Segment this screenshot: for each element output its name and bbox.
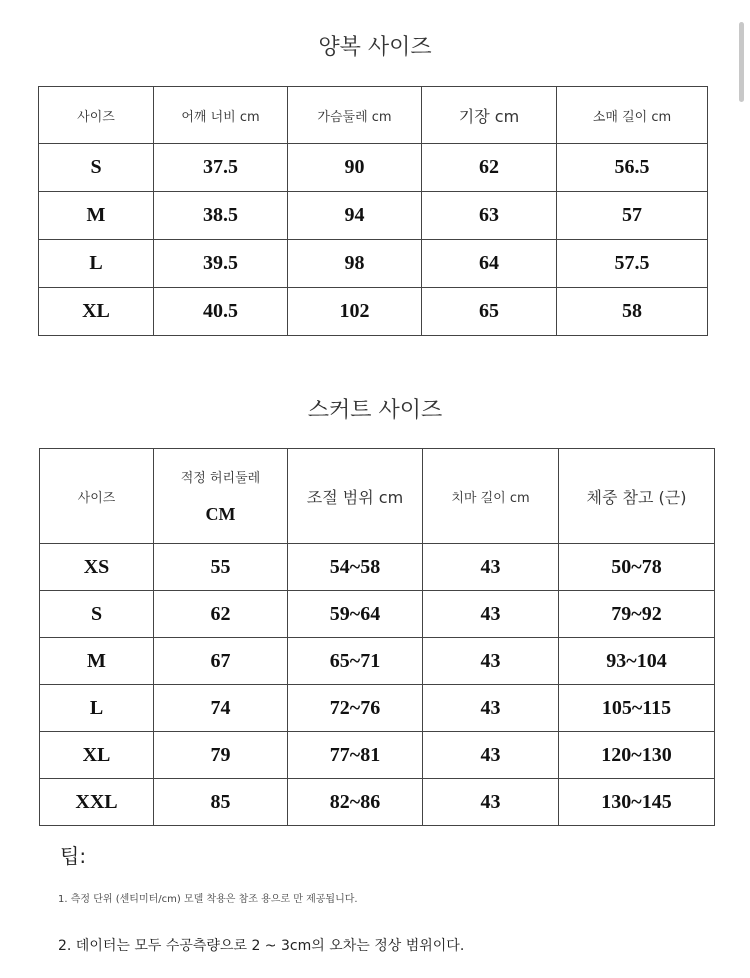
header-skirt-length: 치마 길이 cm — [423, 449, 559, 544]
table-row — [39, 192, 708, 240]
shoulder-cell: 39.5 — [154, 240, 288, 288]
table-header-row — [39, 87, 708, 144]
size-cell: XXL — [40, 779, 154, 826]
waist-cell: 79 — [154, 732, 288, 779]
header-weight-reference: 체중 참고 (근) — [559, 449, 715, 544]
shoulder-cell: 40.5 — [154, 288, 288, 336]
table-row — [39, 288, 708, 336]
header-waist-unit: CM — [205, 504, 236, 524]
range-cell: 65~71 — [288, 638, 423, 685]
header-size: 사이즈 — [39, 87, 154, 144]
header-sleeve-length: 소매 길이 cm — [557, 87, 708, 144]
sleeve-cell: 57 — [557, 192, 708, 240]
sleeve-cell: 57.5 — [557, 240, 708, 288]
header-length: 기장 cm — [422, 87, 557, 144]
table-row — [40, 779, 715, 826]
tips-title: 팁: — [60, 844, 87, 868]
table-row — [40, 638, 715, 685]
length-cell: 62 — [422, 144, 557, 192]
waist-cell: 67 — [154, 638, 288, 685]
skirt-size-title: 스커트 사이즈 — [307, 398, 443, 423]
header-size: 사이즈 — [40, 449, 154, 544]
table-row — [40, 732, 715, 779]
length-cell: 43 — [423, 779, 559, 826]
table-row — [40, 591, 715, 638]
chest-cell: 102 — [288, 288, 422, 336]
table-row — [39, 240, 708, 288]
length-cell: 65 — [422, 288, 557, 336]
length-cell: 43 — [423, 544, 559, 591]
table-row — [40, 685, 715, 732]
waist-cell: 85 — [154, 779, 288, 826]
shoulder-cell: 37.5 — [154, 144, 288, 192]
size-cell: XL — [40, 732, 154, 779]
shoulder-cell: 38.5 — [154, 192, 288, 240]
weight-cell: 105~115 — [559, 685, 715, 732]
length-cell: 43 — [423, 685, 559, 732]
chest-cell: 98 — [288, 240, 422, 288]
weight-cell: 50~78 — [559, 544, 715, 591]
weight-cell: 130~145 — [559, 779, 715, 826]
table-header-row — [40, 449, 715, 544]
weight-cell: 120~130 — [559, 732, 715, 779]
weight-cell: 93~104 — [559, 638, 715, 685]
range-cell: 59~64 — [288, 591, 423, 638]
tip-item: 2. 데이터는 모두 수공측량으로 2 ~ 3cm의 오차는 정상 범위이다. — [58, 938, 465, 954]
range-cell: 77~81 — [288, 732, 423, 779]
size-cell: S — [40, 591, 154, 638]
size-cell: M — [39, 192, 154, 240]
size-cell: S — [39, 144, 154, 192]
size-cell: L — [40, 685, 154, 732]
chest-cell: 94 — [288, 192, 422, 240]
range-cell: 82~86 — [288, 779, 423, 826]
length-cell: 64 — [422, 240, 557, 288]
header-chest: 가슴둘레 cm — [288, 87, 422, 144]
length-cell: 63 — [422, 192, 557, 240]
jacket-size-title: 양복 사이즈 — [318, 35, 432, 60]
length-cell: 43 — [423, 638, 559, 685]
header-adjust-range: 조절 범위 cm — [288, 449, 423, 544]
size-cell: XL — [39, 288, 154, 336]
weight-cell: 79~92 — [559, 591, 715, 638]
length-cell: 43 — [423, 732, 559, 779]
table-row — [39, 144, 708, 192]
waist-cell: 74 — [154, 685, 288, 732]
sleeve-cell: 58 — [557, 288, 708, 336]
skirt-size-table — [39, 448, 715, 826]
range-cell: 72~76 — [288, 685, 423, 732]
tip-item: 1. 측정 단위 (센티미터/cm) 모델 착용은 참조 용으로 만 제공됩니다. — [58, 894, 358, 905]
size-cell: M — [40, 638, 154, 685]
range-cell: 54~58 — [288, 544, 423, 591]
header-waist — [154, 449, 288, 544]
chest-cell: 90 — [288, 144, 422, 192]
jacket-size-table — [38, 86, 708, 336]
size-cell: L — [39, 240, 154, 288]
waist-cell: 62 — [154, 591, 288, 638]
header-shoulder-width: 어깨 너비 cm — [154, 87, 288, 144]
length-cell: 43 — [423, 591, 559, 638]
table-row — [40, 544, 715, 591]
sleeve-cell: 56.5 — [557, 144, 708, 192]
size-cell: XS — [40, 544, 154, 591]
header-waist-label: 적정 허리둘레 — [180, 471, 261, 486]
waist-cell: 55 — [154, 544, 288, 591]
